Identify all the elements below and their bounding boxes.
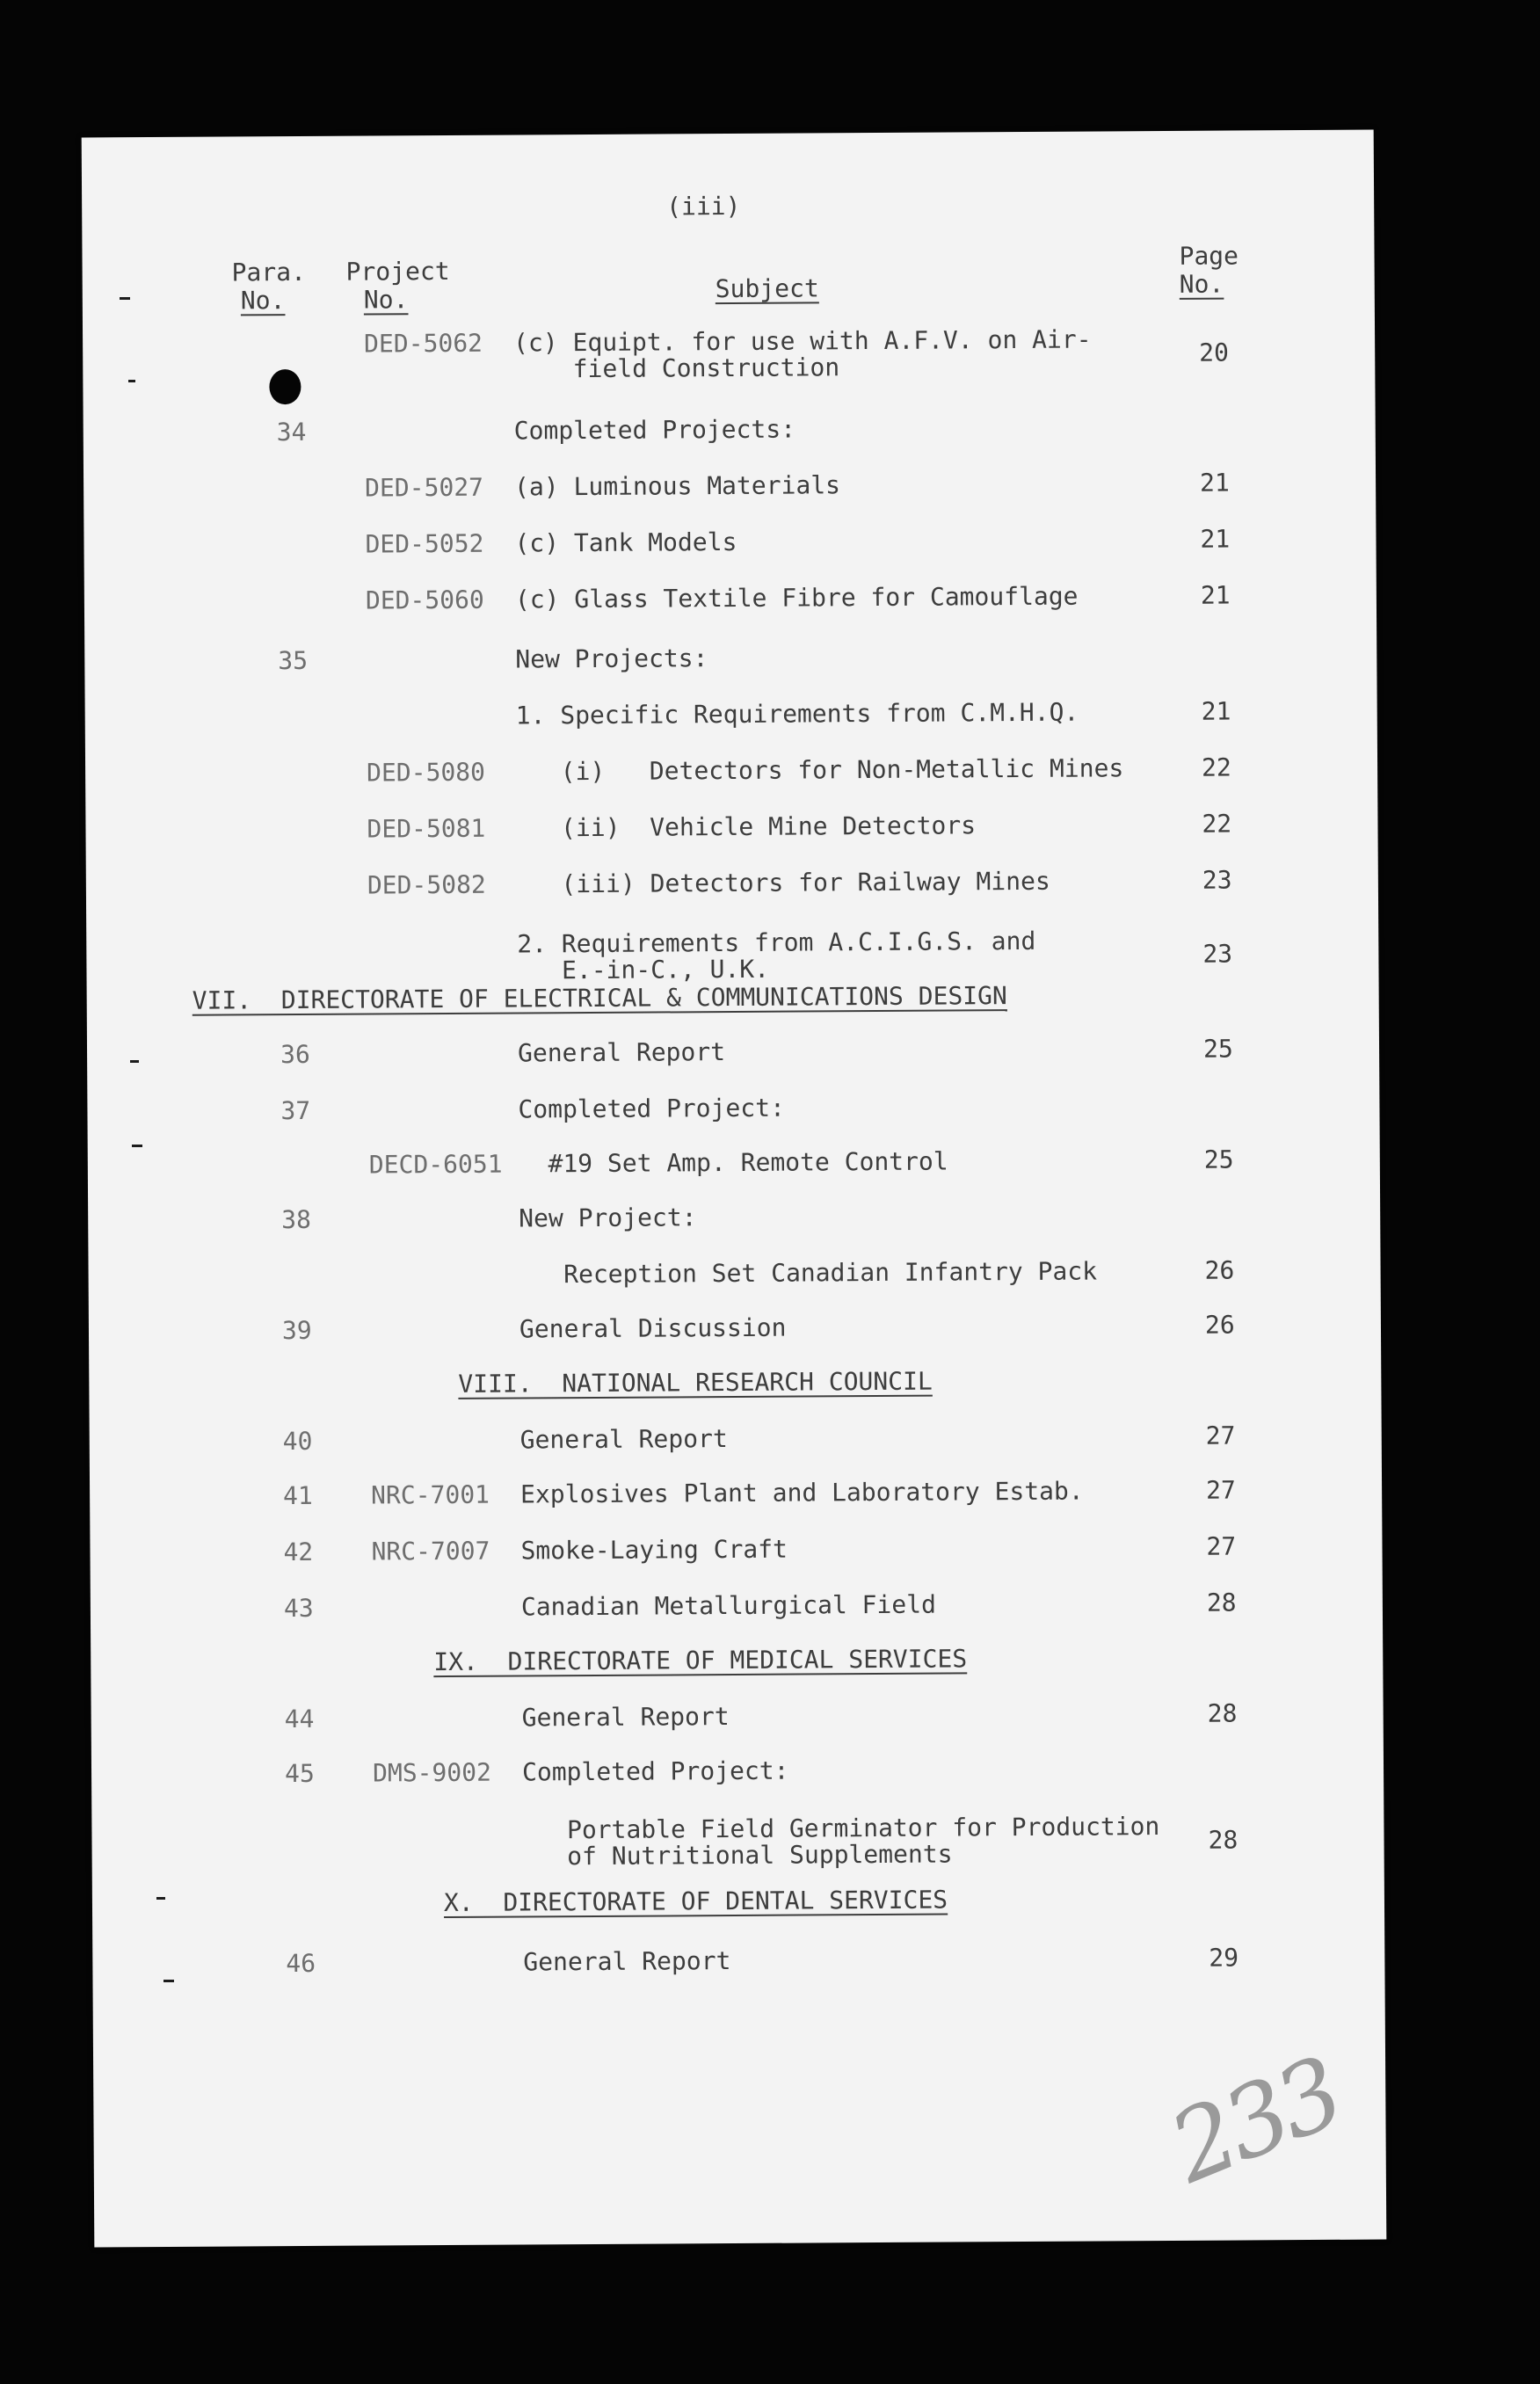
subject-text: (a) Luminous Materials: [514, 470, 841, 502]
header-para-1: Para.: [231, 257, 307, 287]
subject-text: Completed Project:: [521, 1755, 789, 1787]
subject-text: (ii) Vehicle Mine Detectors: [516, 810, 977, 843]
page-number-cell: 21: [1201, 696, 1231, 726]
page-number-cell: 27: [1206, 1475, 1236, 1505]
subject-text: General Report: [517, 1037, 726, 1068]
subject-text: New Projects:: [515, 643, 708, 674]
para-number: 46: [286, 1948, 316, 1979]
header-subject: Subject: [715, 273, 819, 304]
section-heading: VII. DIRECTORATE OF ELECTRICAL & COMMUNICATIONS DESIGN: [192, 981, 1007, 1015]
subject-text: (c) Glass Textile Fibre for Camouflage: [514, 581, 1079, 614]
subject-text: General Discussion: [519, 1312, 787, 1344]
project-number: DED-5081: [367, 813, 486, 844]
subject-text: General Report: [523, 1946, 731, 1977]
para-number: 44: [284, 1704, 315, 1734]
page-number-cell: 21: [1200, 580, 1231, 610]
page-number-cell: 20: [1199, 338, 1230, 367]
margin-mark: [130, 1060, 139, 1063]
para-number: 37: [280, 1095, 311, 1126]
project-number: DED-5052: [365, 528, 484, 559]
punch-hole: [269, 369, 301, 404]
project-number: NRC-7007: [371, 1536, 490, 1566]
subject-text: Portable Field Germinator for Production: [522, 1812, 1160, 1845]
subject-text: Completed Projects:: [513, 414, 796, 446]
header-page-2: No.: [1179, 269, 1224, 299]
para-number: 42: [283, 1537, 314, 1567]
subject-text: Completed Project:: [518, 1093, 785, 1124]
page-number-cell: 21: [1200, 468, 1230, 498]
subject-text: General Report: [519, 1424, 728, 1455]
handwritten-note: 233: [1155, 2036, 1355, 2206]
page-number-cell: 28: [1208, 1825, 1239, 1855]
header-page-1: Page: [1179, 241, 1239, 271]
section-heading: VIII. NATIONAL RESEARCH COUNCIL: [458, 1366, 933, 1399]
header-para-2: No.: [240, 286, 286, 316]
project-number: DED-5080: [367, 757, 486, 788]
project-number: DMS-9002: [372, 1757, 492, 1788]
page-number-cell: 26: [1204, 1255, 1235, 1285]
page-number: (iii): [666, 191, 741, 222]
margin-mark: [128, 380, 135, 382]
subject-text: #19 Set Amp. Remote Control: [518, 1146, 948, 1179]
project-number: DED-5082: [367, 869, 486, 900]
page-number-cell: 27: [1205, 1421, 1236, 1450]
margin-mark: [163, 1980, 174, 1982]
project-number: DED-5027: [365, 472, 484, 503]
subject-text-continued: field Construction: [513, 353, 840, 384]
page-number-cell: 27: [1206, 1531, 1237, 1561]
page-number-cell: 22: [1201, 752, 1231, 782]
subject-text-continued: E.-in-C., U.K.: [517, 954, 770, 985]
para-number: 41: [283, 1480, 313, 1511]
page-number-cell: 25: [1203, 1145, 1234, 1174]
para-number: 43: [283, 1593, 314, 1624]
section-heading: IX. DIRECTORATE OF MEDICAL SERVICES: [433, 1644, 968, 1677]
subject-text: Reception Set Canadian Infantry Pack: [519, 1256, 1098, 1290]
project-number: NRC-7001: [371, 1479, 490, 1510]
document-page: [82, 130, 1387, 2248]
subject-text: Explosives Plant and Laboratory Estab.: [520, 1476, 1084, 1509]
page-number-cell: 29: [1209, 1943, 1239, 1973]
para-number: 35: [278, 645, 309, 676]
section-heading: X. DIRECTORATE OF DENTAL SERVICES: [443, 1885, 948, 1918]
page-number-cell: 23: [1202, 865, 1232, 895]
para-number: 38: [281, 1204, 312, 1235]
subject-text: (c) Equipt. for use with A.F.V. on Air-: [513, 324, 1092, 358]
subject-text: (iii) Detectors for Railway Mines: [516, 866, 1050, 899]
project-number: DED-5062: [364, 328, 483, 359]
subject-text: 1. Specific Requirements from C.M.H.Q.: [515, 697, 1079, 730]
para-number: 34: [276, 417, 307, 447]
subject-text: (c) Tank Models: [514, 527, 737, 558]
para-number: 45: [284, 1758, 315, 1789]
page-number-cell: 28: [1206, 1588, 1237, 1617]
header-project-2: No.: [363, 285, 409, 315]
subject-text: Canadian Metallurgical Field: [520, 1589, 937, 1622]
page-number-cell: 26: [1204, 1310, 1235, 1340]
subject-text: General Report: [521, 1702, 730, 1733]
margin-mark: [132, 1145, 142, 1147]
page-number-cell: 22: [1202, 809, 1232, 839]
subject-text: Smoke-Laying Craft: [520, 1534, 788, 1566]
project-number: DECD-6051: [368, 1149, 503, 1180]
page-number-cell: 21: [1200, 524, 1231, 554]
para-number: 39: [281, 1315, 312, 1346]
header-project-1: Project: [345, 256, 450, 287]
subject-text: 2. Requirements from A.C.I.G.S. and: [517, 926, 1036, 959]
page-number-cell: 28: [1207, 1698, 1238, 1728]
para-number: 40: [282, 1426, 313, 1457]
subject-text-continued: of Nutritional Supplements: [522, 1839, 953, 1872]
page-number-cell: 25: [1202, 1034, 1233, 1064]
subject-text: (i) Detectors for Non-Metallic Mines: [515, 753, 1124, 787]
subject-text: New Project:: [519, 1203, 697, 1233]
margin-mark: [156, 1897, 165, 1900]
para-number: 36: [280, 1039, 310, 1070]
page-number-cell: 23: [1202, 939, 1233, 969]
margin-mark: [120, 297, 130, 300]
project-number: DED-5060: [365, 585, 484, 615]
